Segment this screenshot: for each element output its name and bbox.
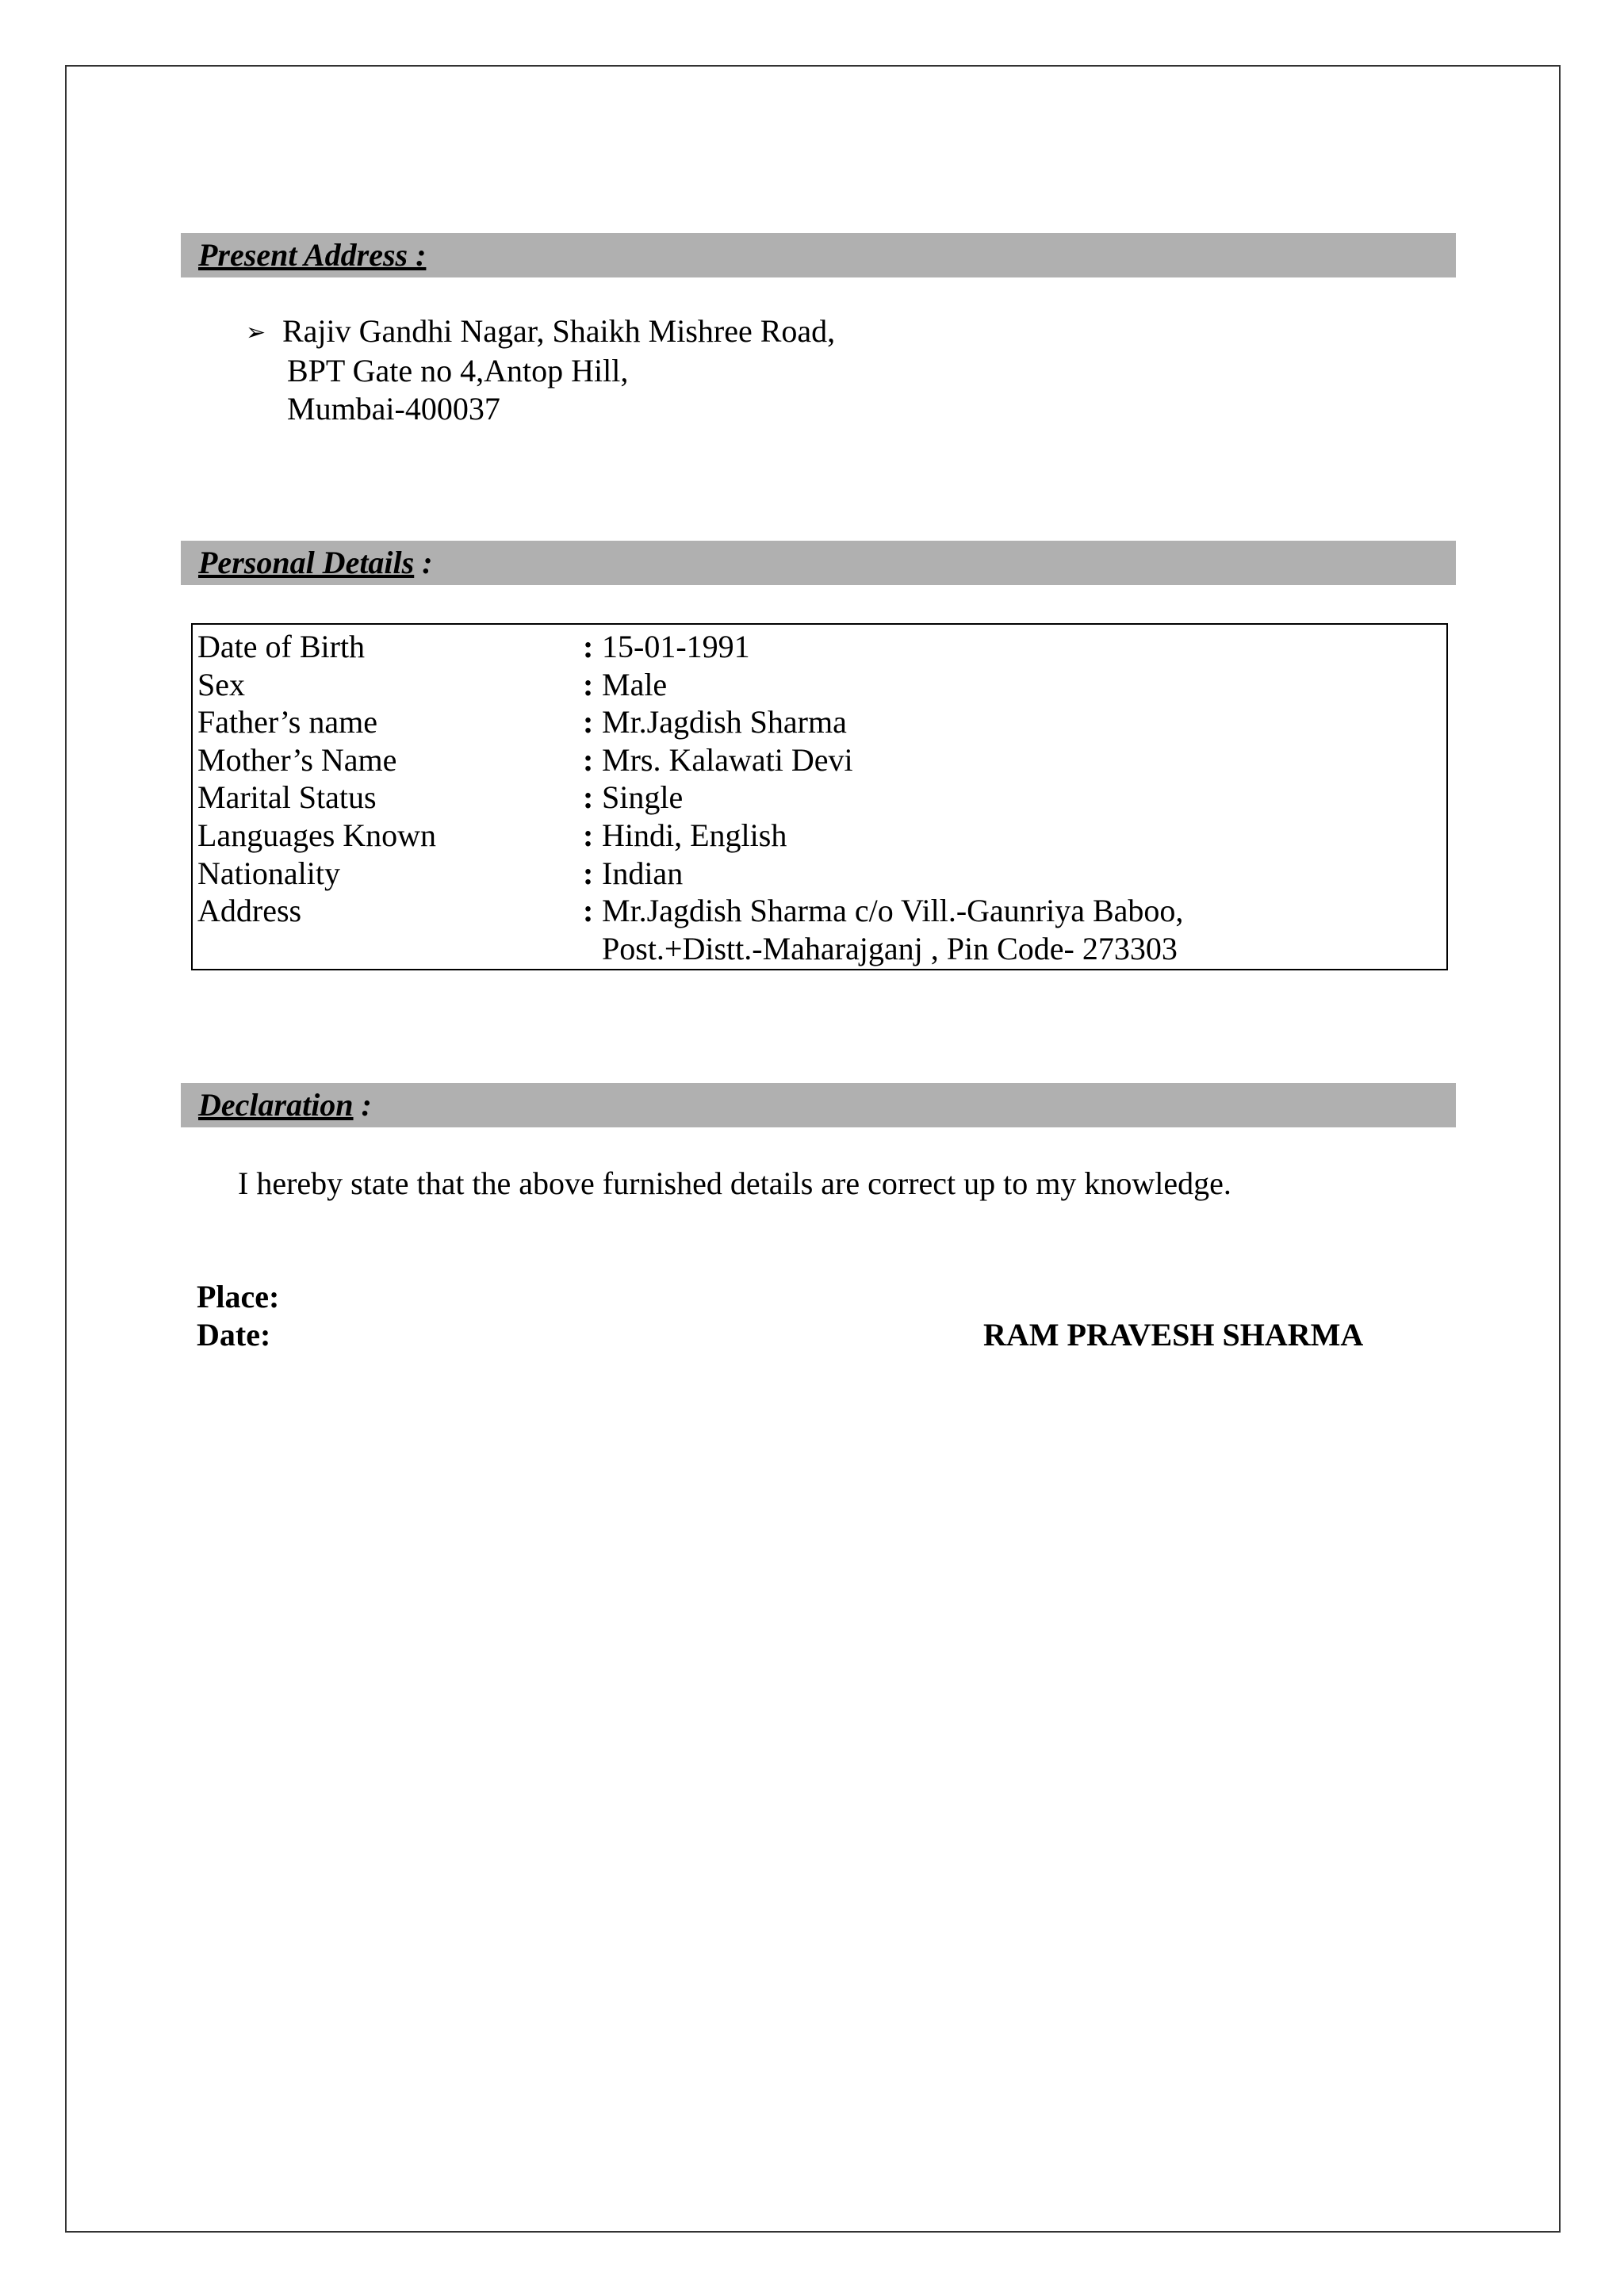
details-colon: : [583, 704, 594, 740]
details-row-mother [197, 741, 1446, 779]
address-line-3: Mumbai-400037 [287, 391, 500, 427]
address-line-2: BPT Gate no 4,Antop Hill, [287, 353, 629, 388]
details-colon: : [583, 666, 594, 702]
details-value: Mrs. Kalawati Devi [602, 741, 853, 778]
details-colon: : [583, 779, 594, 816]
details-value: Indian [602, 855, 684, 891]
details-value: Mr.Jagdish Sharma [602, 704, 847, 740]
personal-details-heading-bar [181, 541, 1456, 585]
details-row-father [197, 703, 1446, 741]
place-label: Place: [197, 1279, 280, 1314]
address-line-1-text: Rajiv Gandhi Nagar, Shaikh Mishree Road, [282, 313, 836, 349]
present-address-heading-bar [181, 233, 1456, 277]
declaration-heading: Declaration [198, 1087, 354, 1123]
declaration-heading-bar [181, 1083, 1456, 1127]
details-row-nationality [197, 855, 1446, 893]
details-label: Nationality [197, 855, 340, 891]
declaration-heading-colon: : [361, 1087, 372, 1123]
personal-details-table [191, 623, 1448, 970]
personal-details-heading: Personal Details [198, 545, 415, 580]
address-line-1 [246, 312, 835, 352]
details-colon: : [583, 629, 594, 664]
details-value: Single [602, 779, 684, 816]
date-label: Date: [197, 1317, 271, 1353]
details-label: Address [197, 893, 302, 929]
details-row-address-continuation [197, 930, 1446, 968]
arrowhead-bullet-icon: ➢ [246, 320, 266, 346]
details-row-languages [197, 817, 1446, 855]
details-label: Father’s name [197, 704, 377, 740]
personal-details-heading-colon: : [422, 545, 433, 580]
details-value: 15-01-1991 [602, 629, 750, 664]
details-label: Mother’s Name [197, 741, 397, 778]
present-address-heading: Present Address : [198, 237, 427, 273]
place-date-block [197, 1278, 279, 1354]
details-colon: : [583, 817, 594, 853]
details-row-dob [197, 628, 1446, 666]
details-value: Mr.Jagdish Sharma c/o Vill.-Gaunriya Baboo, [602, 893, 1184, 929]
details-colon: : [583, 893, 594, 929]
details-colon: : [583, 855, 594, 891]
details-value: Hindi, English [602, 817, 787, 853]
details-colon: : [583, 741, 594, 778]
declaration-text: I hereby state that the above furnished details are correct up to my knowledge. [238, 1165, 1231, 1201]
present-address-block [246, 312, 835, 428]
details-row-sex [197, 666, 1446, 704]
signature-name: RAM PRAVESH SHARMA [983, 1317, 1364, 1353]
details-value: Male [602, 666, 668, 702]
details-row-marital-status [197, 779, 1446, 817]
details-label: Languages Known [197, 817, 437, 853]
details-value-continuation: Post.+Distt.-Maharajganj , Pin Code- 273303 [602, 930, 1178, 966]
details-label: Marital Status [197, 779, 377, 816]
details-label: Date of Birth [197, 629, 366, 664]
details-row-address [197, 892, 1446, 930]
details-label: Sex [197, 666, 245, 702]
